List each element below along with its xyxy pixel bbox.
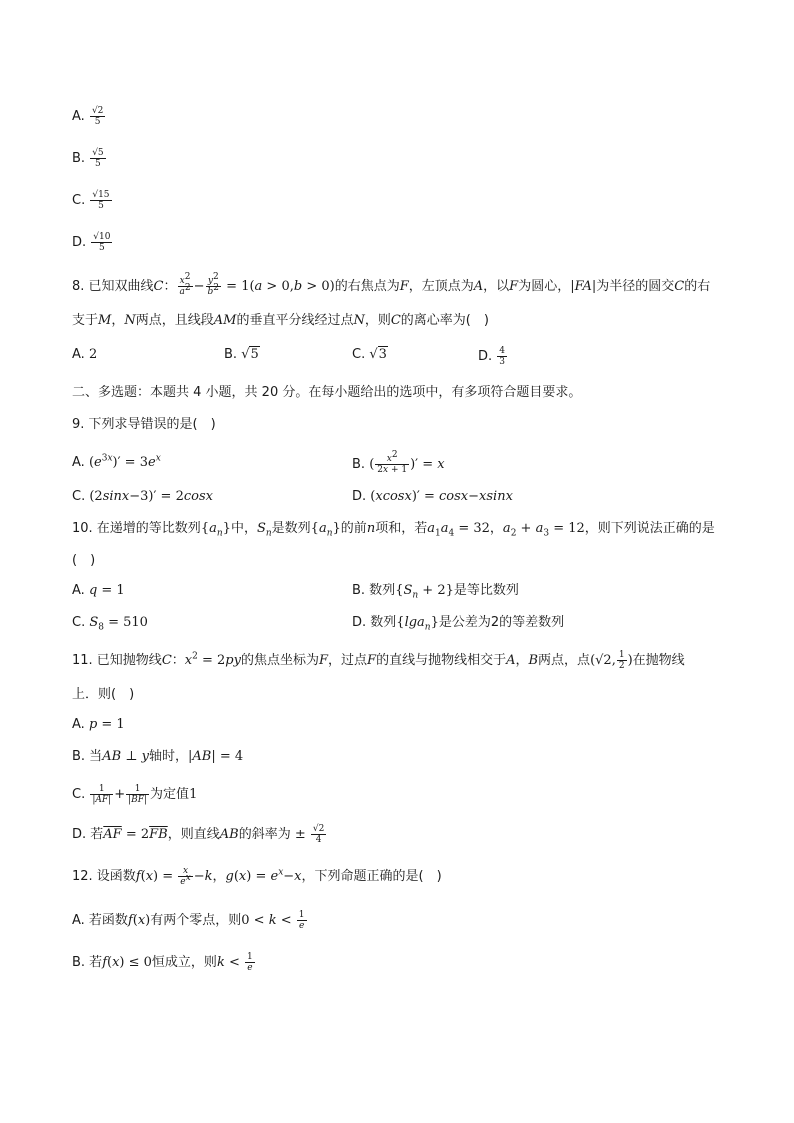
q9-option-b: B. ( $\frac{x^2}{2x + 1}$ )′ = x xyxy=(352,450,445,475)
fraction: $\frac{1}{|BF|}$ xyxy=(128,784,148,805)
fraction: $\frac{1}{|AF|}$ xyxy=(92,784,112,805)
q10-option-c: C. $S_8 = 510$ xyxy=(72,615,148,633)
q8-stem-line2: 支于M，N两点，且线段AM的垂直平分线经过点N，则C的离心率为( ) xyxy=(72,313,489,328)
q9-option-d: D. (xcosx)′ = cosx−xsinx xyxy=(352,489,513,504)
fraction: $\frac{√10}{5}$ xyxy=(93,232,111,253)
q12-option-a: A. 若函数f(x)有两个零点，则0 < k < $\frac{1}{e}$ xyxy=(72,910,305,931)
q7-option-d xyxy=(72,232,113,253)
fraction: $\frac{1}{2}$ xyxy=(618,650,625,671)
q8-option-c: C. √3 xyxy=(352,347,387,362)
fraction: $\frac{√2}{5}$ xyxy=(91,106,104,127)
fraction: $\frac{x^2}{a^2}$ xyxy=(179,272,191,297)
q9-option-a: A. $(e^{3x})' = 3e^x$ xyxy=(72,453,161,470)
section-heading: 二、多选题：本题共 4 小题，共 20 分。在每小题给出的选项中，有多项符合题目要求。 xyxy=(72,385,582,400)
fraction: $\frac{x}{e^x}$ xyxy=(180,866,191,887)
fraction: $\frac{x^2}{2x + 1}$ xyxy=(377,450,408,475)
fraction: $\frac{1}{e}$ xyxy=(247,952,253,973)
fraction: $\frac{4}{3}$ xyxy=(499,346,506,367)
q11-stem-line2: 上．则( ) xyxy=(72,687,135,702)
q10-stem-line1: 10. 在递增的等比数列$\{a_n\}$中，$S_n$是数列$\{a_n\}$的前n项和，若$a_1a_4 = 32$，$a_2 + a_3 = 12$，则下列说法正确的是 xyxy=(72,521,715,539)
q12-option-b: B. 若f(x) ≤ 0恒成立，则k < $\frac{1}{e}$ xyxy=(72,952,253,973)
q11-option-b: B. 当AB ⊥ y轴时，|AB| = 4 xyxy=(72,749,244,764)
fraction: $\frac{y^2}{b^2}$ xyxy=(207,272,220,297)
q7-option-b xyxy=(72,148,107,169)
q10-option-d: D. 数列{lga$_n$}是公差为2的等差数列 xyxy=(352,615,565,633)
option-label: A. xyxy=(72,109,89,124)
fraction: $\frac{√15}{5}$ xyxy=(92,190,110,211)
fraction: $\frac{√5}{5}$ xyxy=(92,148,104,169)
fraction: $\frac{√2}{4}$ xyxy=(312,824,325,845)
q11-option-c: C. $\frac{1}{|AF|}$ + $\frac{1}{|BF|}$ 为定值1 xyxy=(72,784,198,805)
q8-stem-line1: 8. 已知双曲线C： $\frac{x^2}{a^2}$ − $\frac{y^2}{b^2}$ = 1(a > 0,b > 0)的右焦点为F，左顶点为A，以F为圆心，|FA|为半径的圆交C的右 xyxy=(72,272,711,297)
q7-option-c xyxy=(72,190,113,211)
q11-option-a: A. p = 1 xyxy=(72,717,125,732)
q10-option-b: B. 数列$\{S_n + 2\}$是等比数列 xyxy=(352,583,519,601)
q10-option-a: A. q = 1 xyxy=(72,583,125,598)
q11-option-d: D. 若$\overline{AF} = 2\overline{FB}$，则直线AB的斜率为 ± $\frac{√2}{4}$ xyxy=(72,824,325,845)
q12-stem: 12. 设函数f(x) = $\frac{x}{e^x}$ −k，$g(x) = e^x-x$，下列命题正确的是( ) xyxy=(72,866,442,887)
q10-stem-line2: ( ) xyxy=(72,553,96,568)
q9-option-c: C. (2sinx−3)′ = 2cosx xyxy=(72,489,213,504)
option-label: D. xyxy=(72,235,91,250)
option-label: B. xyxy=(72,151,90,166)
q7-option-a xyxy=(72,106,106,127)
q11-stem-line1: 11. 已知抛物线C：$x^2 = 2py$的焦点坐标为F，过点F的直线与抛物线相交于A，B两点，点(√2, $\frac{1}{2}$ )在抛物线 xyxy=(72,650,685,671)
option-label: C. xyxy=(72,193,90,208)
q8-option-b: B. √5 xyxy=(224,347,259,362)
q8-option-d: D. $\frac{4}{3}$ xyxy=(478,346,506,367)
q9-stem: 9. 下列求导错误的是( ) xyxy=(72,417,216,432)
fraction: $\frac{1}{e}$ xyxy=(298,910,305,931)
q8-option-a: A. 2 xyxy=(72,347,98,362)
